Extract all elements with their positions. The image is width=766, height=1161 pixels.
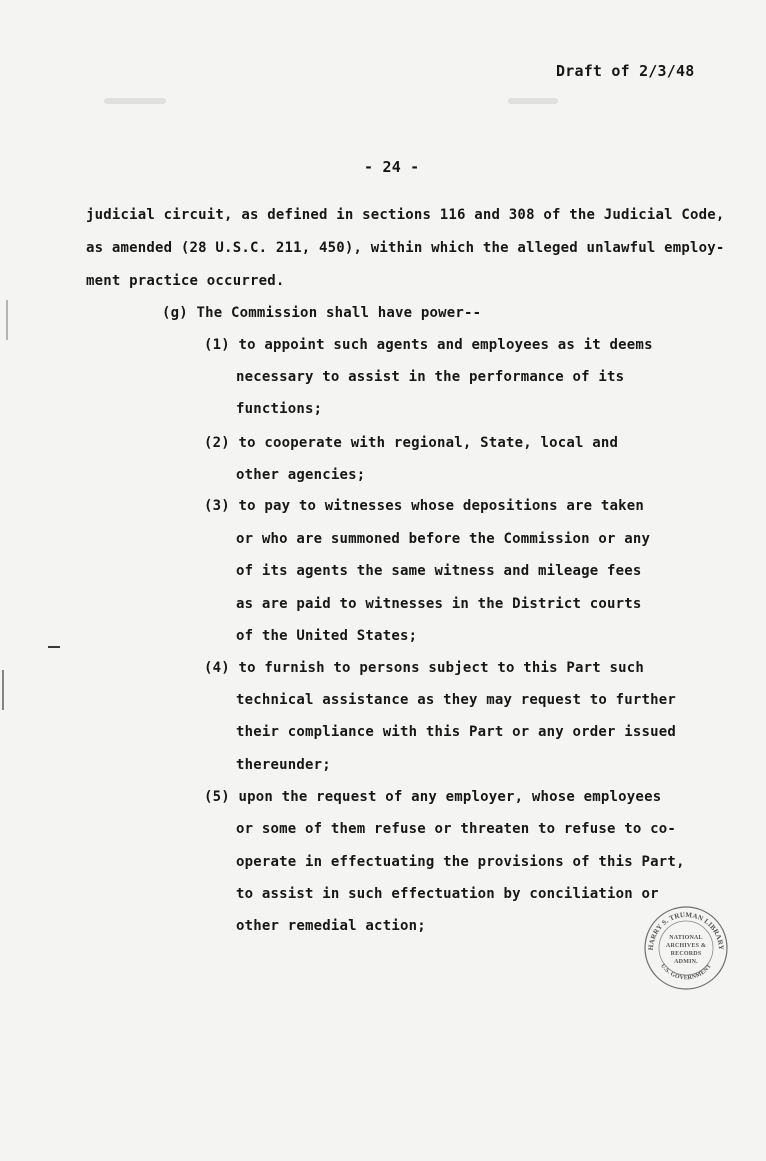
list-item-line: other agencies;: [236, 467, 366, 483]
list-item-line: to assist in such effectuation by conciliation or: [236, 886, 659, 902]
list-item-line: other remedial action;: [236, 918, 426, 934]
body-line: as amended (28 U.S.C. 211, 450), within which the alleged unlawful employ-: [86, 240, 725, 256]
bleed-through-mark: [508, 98, 558, 104]
scan-edge-mark: [2, 670, 4, 710]
list-item-line: or who are summoned before the Commission or any: [236, 531, 651, 547]
list-item-line: thereunder;: [236, 757, 331, 773]
bleed-through-mark: [104, 98, 166, 104]
list-item-line: (2) to cooperate with regional, State, local and: [204, 435, 619, 451]
body-line: judicial circuit, as defined in sections 116 and 308 of the Judicial Code,: [86, 207, 725, 223]
list-item-line: of the United States;: [236, 628, 418, 644]
list-item-line: functions;: [236, 401, 323, 417]
list-item-line: necessary to assist in the performance of its: [236, 369, 625, 385]
page-number: - 24 -: [364, 158, 420, 176]
list-item-line: or some of them refuse or threaten to refuse to co-: [236, 821, 677, 837]
list-item-line: (3) to pay to witnesses whose depositions are taken: [204, 498, 645, 514]
archive-stamp: [643, 905, 729, 991]
stamp-ring-text: HARRY S. TRUMAN LIBRARY: [646, 910, 726, 951]
list-item-line: (1) to appoint such agents and employees as it deems: [204, 337, 653, 353]
scan-edge-mark: [48, 646, 60, 648]
draft-date: Draft of 2/3/48: [556, 62, 695, 80]
stamp-center-line: RECORDS: [670, 951, 702, 957]
section-heading: (g) The Commission shall have power--: [162, 305, 482, 321]
list-item-line: as are paid to witnesses in the District courts: [236, 596, 642, 612]
scan-edge-mark: [6, 300, 8, 340]
list-item-line: operate in effectuating the provisions of this Part,: [236, 854, 685, 870]
stamp-center-line: ARCHIVES &: [665, 943, 707, 949]
list-item-line: technical assistance as they may request to further: [236, 692, 677, 708]
list-item-line: (5) upon the request of any employer, whose employees: [204, 789, 662, 805]
list-item-line: of its agents the same witness and mileage fees: [236, 563, 642, 579]
body-line: ment practice occurred.: [86, 273, 285, 289]
list-item-line: (4) to furnish to persons subject to this Part such: [204, 660, 645, 676]
list-item-line: their compliance with this Part or any order issued: [236, 724, 677, 740]
stamp-center-line: ADMIN.: [674, 959, 698, 965]
stamp-bottom-text: U.S. GOVERNMENT: [659, 963, 713, 982]
stamp-center-line: NATIONAL: [669, 935, 703, 941]
svg-text:U.S. GOVERNMENT: [659, 963, 713, 981]
